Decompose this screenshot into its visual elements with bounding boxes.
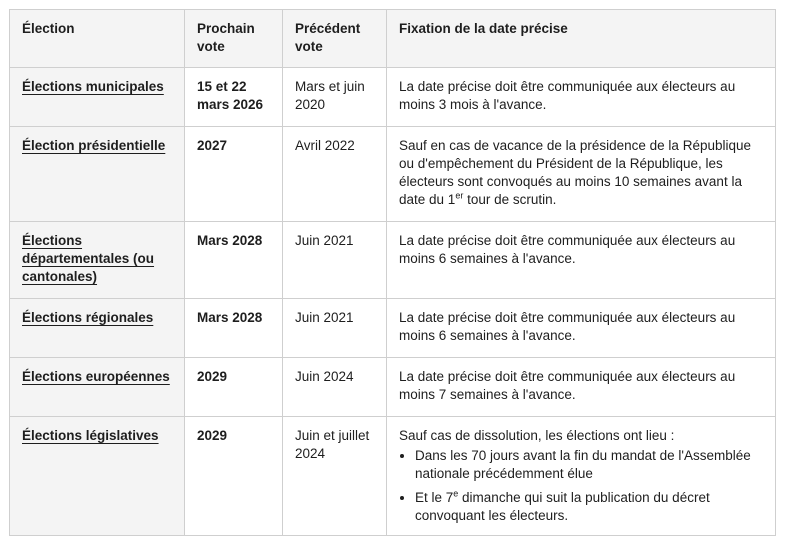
header-election: Élection <box>10 10 185 68</box>
previous-vote-cell: Mars et juin 2020 <box>283 68 387 127</box>
date-setting-cell: La date précise doit être communiquée aux électeurs au moins 6 semaines à l'avance. <box>387 299 776 358</box>
date-setting-cell: La date précise doit être communiquée aux électeurs au moins 7 semaines à l'avance. <box>387 358 776 417</box>
date-setting-text: Sauf en cas de vacance de la présidence de la République ou d'empêchement du Président de la République, les électeurs sont convoqués au moins 10 semaines avant la date du 1 <box>399 138 751 207</box>
list-item: • Dans les 70 jours avant la fin du mandat de l'Assemblée nationale précédemment élue <box>415 447 763 483</box>
table-row <box>10 358 776 417</box>
table-row <box>10 417 776 536</box>
next-vote-cell: 2029 <box>185 417 283 536</box>
next-vote-cell: 15 et 22 mars 2026 <box>185 68 283 127</box>
election-link-europeennes[interactable]: Élections européennes <box>22 369 170 384</box>
date-setting-cell: La date précise doit être communiquée aux électeurs au moins 6 semaines à l'avance. <box>387 222 776 299</box>
previous-vote-cell: Juin et juillet 2024 <box>283 417 387 536</box>
list-item-text: Et le 7 <box>415 490 454 505</box>
table-row <box>10 68 776 127</box>
election-link-presidentielle[interactable]: Élection présidentielle <box>22 138 166 153</box>
date-setting-intro: Sauf cas de dissolution, les élections ont lieu : <box>399 428 675 443</box>
previous-vote-cell: Juin 2021 <box>283 222 387 299</box>
row-header-cell <box>10 299 185 358</box>
next-vote-cell: Mars 2028 <box>185 222 283 299</box>
table-row <box>10 299 776 358</box>
conditions-list <box>399 447 763 525</box>
row-header-cell <box>10 127 185 222</box>
ordinal-superscript: er <box>455 190 464 201</box>
header-date-setting: Fixation de la date précise <box>387 10 776 68</box>
row-header-cell <box>10 417 185 536</box>
ordinal-superscript: e <box>453 488 459 499</box>
date-setting-cell: La date précise doit être communiquée aux électeurs au moins 3 mois à l'avance. <box>387 68 776 127</box>
elections-table <box>9 9 776 536</box>
list-item <box>415 489 763 525</box>
election-link-legislatives[interactable]: Élections législatives <box>22 428 159 443</box>
header-row <box>10 10 776 68</box>
row-header-cell <box>10 358 185 417</box>
date-setting-cell <box>387 127 776 222</box>
election-link-departementales[interactable]: Élections départementales (ou cantonales) <box>22 233 155 284</box>
row-header-cell <box>10 68 185 127</box>
previous-vote-cell: Juin 2021 <box>283 299 387 358</box>
table-row <box>10 222 776 299</box>
date-setting-cell <box>387 417 776 536</box>
next-vote-cell: Mars 2028 <box>185 299 283 358</box>
next-vote-cell: 2027 <box>185 127 283 222</box>
header-previous-vote: Précédent vote <box>283 10 387 68</box>
table-body <box>10 68 776 536</box>
row-header-cell <box>10 222 185 299</box>
previous-vote-cell: Avril 2022 <box>283 127 387 222</box>
next-vote-cell: 2029 <box>185 358 283 417</box>
date-setting-text-end: tour de scrutin. <box>463 192 557 207</box>
table-row <box>10 127 776 222</box>
table-header <box>10 10 776 68</box>
list-item-text-end: dimanche qui suit la publication du décret convoquant les électeurs. <box>415 490 710 523</box>
previous-vote-cell: Juin 2024 <box>283 358 387 417</box>
header-next-vote: Prochain vote <box>185 10 283 68</box>
election-link-regionales[interactable]: Élections régionales <box>22 310 154 325</box>
election-link-municipales[interactable]: Élections municipales <box>22 79 164 94</box>
